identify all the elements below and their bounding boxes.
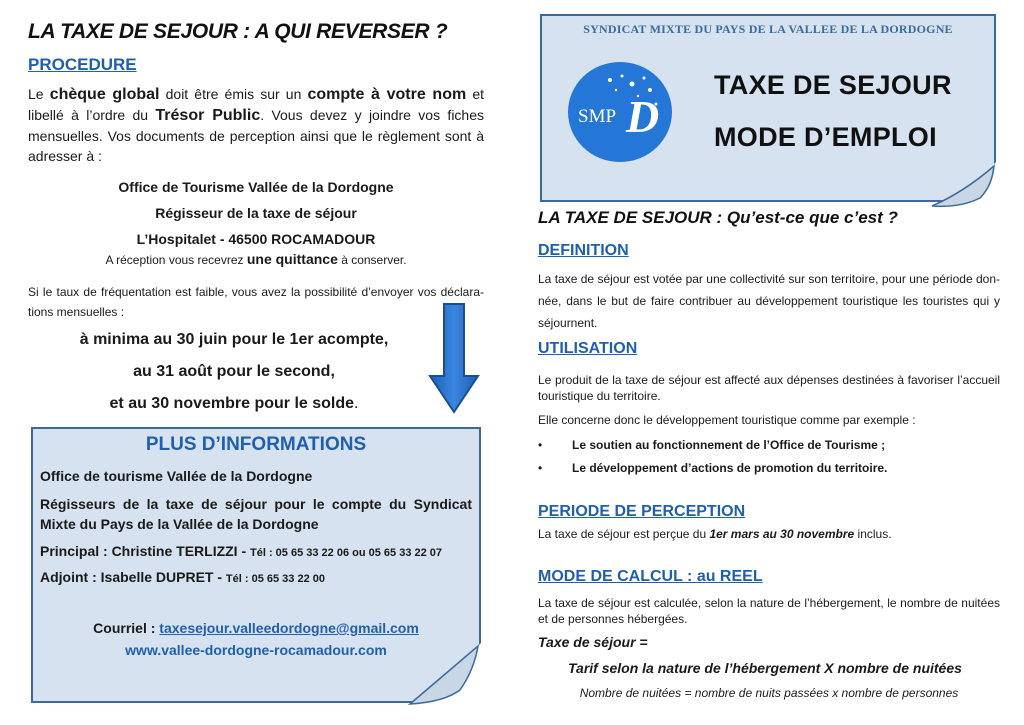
procedure-heading: PROCEDURE [28, 55, 137, 74]
procedure-paragraph: Le chèque global doit être émis sur un compte à votre nom et libellé à l’ordre du Trésor Public. Vous devez y joindre vos fiches mensuelles. Vos documents de perception ainsi que le règlement sont à adresser à : [28, 86, 484, 164]
courriel-line [40, 618, 472, 638]
logo-text: SMP [578, 106, 617, 127]
frequency-note: Si le taux de fréquentation est faible, vous avez la possibilité d’envoyer vos déclara-tions mensuelles : [28, 285, 484, 319]
calcul-heading: MODE DE CALCUL : au REEL [538, 568, 763, 585]
examples-list [538, 434, 1000, 480]
periode-text: La taxe de séjour est perçue du 1er mars au 30 novembre inclus. [538, 527, 892, 541]
formula-note: Nombre de nuitées = nombre de nuits passées x nombre de personnes [579, 686, 959, 700]
formula-expression: Tarif selon la nature de l’hébergement X nombre de nuitées [568, 660, 962, 676]
page-curl-decoration [930, 162, 1000, 210]
left-title: LA TAXE DE SEJOUR : A QUI REVERSER ? [28, 20, 448, 43]
date-second: au 31 août pour le second, [133, 363, 335, 380]
formula-label: Taxe de séjour = [538, 634, 648, 650]
right-title: LA TAXE DE SEJOUR : Qu’est-ce que c’est ? [538, 208, 898, 227]
office-address [28, 174, 484, 252]
smpd-logo [566, 60, 674, 164]
calcul-text: La taxe de séjour est calculée, selon la nature de l’hébergement, le nombre de nuitées et de personnes hébergées. [538, 596, 1000, 626]
info-title: PLUS D’INFORMATIONS [145, 434, 367, 455]
office-name: Office de Tourisme Vallée de la Dordogne [118, 179, 394, 195]
website-link[interactable]: www.vallee-dordogne-rocamadour.com [125, 642, 387, 658]
syndicat-name: SYNDICAT MIXTE DU PAYS DE LA VALLEE DE LA DORDOGNE [583, 22, 953, 36]
email-link[interactable]: taxesejour.valleedordogne@gmail.com [159, 620, 419, 636]
declaration-dates [28, 328, 440, 424]
address-line: L’Hospitalet - 46500 ROCAMADOUR [136, 231, 376, 247]
main-title: TAXE DE SEJOUR [714, 70, 952, 100]
reception-note: A réception vous recevrez une quittance à conserver. [105, 251, 407, 267]
definition-text: La taxe de séjour est votée par une collectivité sur son territoire, pour une période don-née, dans le but de faire contribuer au développement touristique les touristes qui y séjournent. [538, 272, 1000, 330]
courriel-label: Courriel : [93, 620, 160, 636]
info-office: Office de tourisme Vallée de la Dordogne [40, 468, 313, 484]
info-principal: Principal : Christine TERLIZZI - Tél : 05 65 33 22 06 ou 05 65 33 22 07 [40, 543, 443, 559]
definition-heading: DEFINITION [538, 242, 629, 259]
date-third: et au 30 novembre pour le solde. [109, 395, 359, 412]
down-arrow-icon [428, 302, 480, 414]
list-item: • Le développement d’actions de promotion du territoire. [538, 457, 1000, 480]
info-adjoint: Adjoint : Isabelle DUPRET - Tél : 05 65 33 22 00 [40, 569, 325, 585]
utilisation-heading: UTILISATION [538, 340, 638, 357]
list-item: • Le soutien au fonctionnement de l’Office de Tourisme ; [538, 434, 1000, 457]
utilisation-text-2: Elle concerne donc le développement touristique comme par exemple : [538, 413, 916, 427]
date-first: à minima au 30 juin pour le 1er acompte, [79, 331, 389, 348]
periode-heading: PERIODE DE PERCEPTION [538, 503, 746, 520]
main-subtitle: MODE D’EMPLOI [714, 122, 937, 152]
logo-letter: D [626, 91, 660, 142]
regisseur-line: Régisseur de la taxe de séjour [155, 205, 357, 221]
info-regisseurs: Régisseurs de la taxe de séjour pour le compte du Syndicat Mixte du Pays de la Vallée de la Dordogne [40, 496, 472, 532]
utilisation-text: Le produit de la taxe de séjour est affecté aux dépenses destinées à favoriser l’accueil touristique du territoire. [538, 373, 1000, 403]
